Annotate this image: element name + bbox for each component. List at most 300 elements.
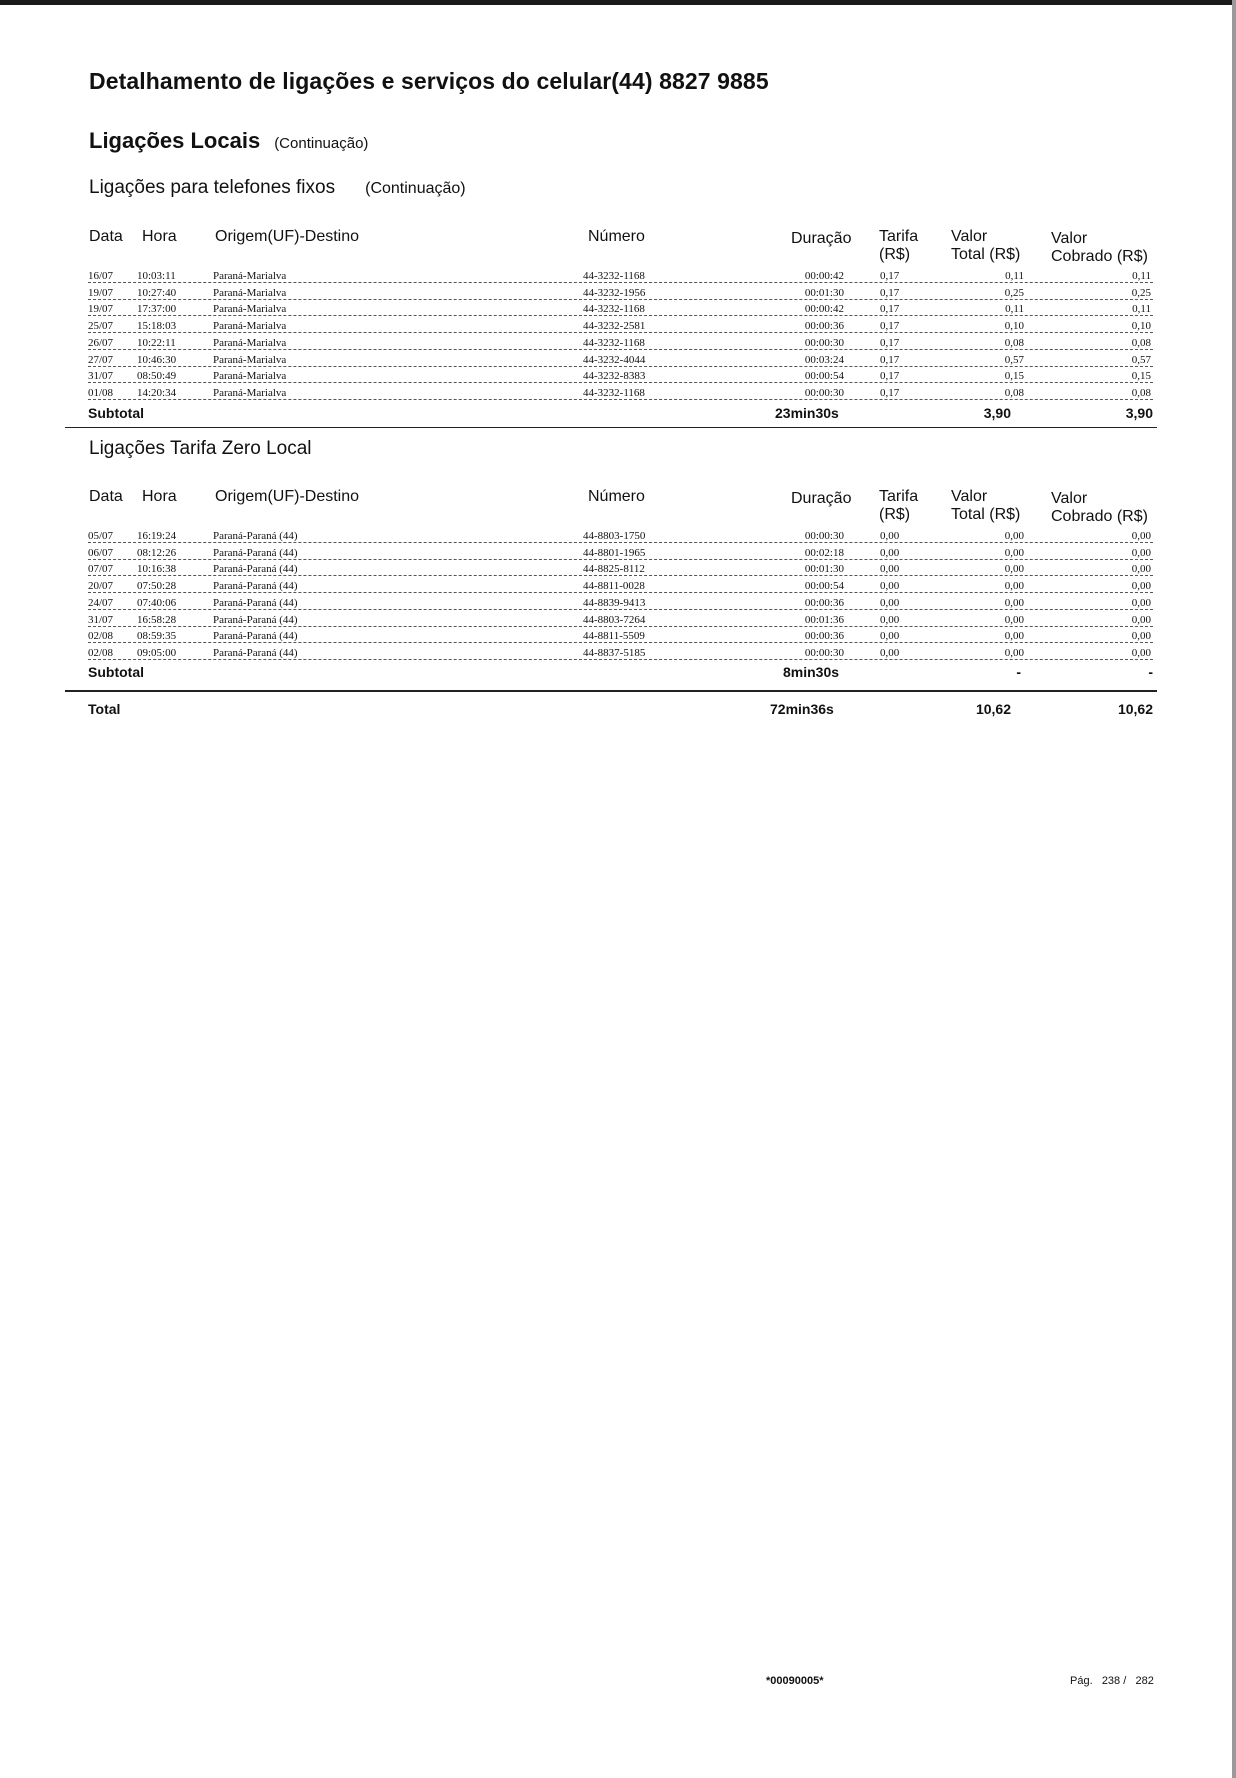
col-header-numero: Número [588,488,645,505]
cell-duracao [790,337,846,349]
cell-text: 0,11 [1005,270,1024,282]
cell-cobrado [1120,597,1153,609]
cell-text: 44-3232-1956 [583,286,646,299]
cell-total [990,320,1026,332]
cell-hora [137,370,193,382]
cell-text: 0,11 [1005,303,1024,316]
cell-text: 0,00 [1131,646,1151,659]
cell-text: 0,00 [880,646,900,659]
cell-text: 00:00:30 [804,336,844,349]
col-header-valor-total: Valor [951,488,988,505]
cell-total [990,337,1026,349]
cell-text: 44-8801-1965 [583,546,646,559]
cell-tarifa [880,303,910,315]
cell-text: 0,00 [1131,563,1151,576]
subtotal-fixos [0,405,1236,423]
cell-numero [583,320,673,332]
cell-text: 16:58:28 [137,613,177,626]
cell-text: 0,11 [1132,303,1151,316]
cell-text: 0,00 [880,530,900,542]
cell-tarifa [880,547,910,559]
dot-leader [88,592,1153,593]
cell-tarifa [880,630,910,642]
cell-tarifa [880,270,910,282]
cell-tarifa [880,614,910,626]
cell-numero [583,287,673,299]
cell-data [88,647,122,659]
cell-total [990,530,1026,542]
cell-total [990,563,1026,575]
cell-text: 19/07 [88,303,114,316]
cell-text: Paraná-Marialva [213,303,287,316]
cell-text: 0,00 [1131,530,1151,542]
cell-duracao [790,563,846,575]
cell-text: 0,00 [1004,530,1024,542]
cell-cobrado [1120,370,1153,382]
cell-numero [583,354,673,366]
col-header-valor-cobrado: Valor [1051,230,1088,247]
subtotal-zero-duracao: 8min30s [783,664,840,680]
cell-text: 44-3232-1168 [583,270,645,282]
col-header-duracao: Duração [791,490,852,507]
cell-origem [213,597,333,609]
cell-numero [583,337,673,349]
cell-numero [583,614,673,626]
col-header-duracao: Duração [791,230,852,247]
cell-text: 0,00 [1004,563,1024,576]
cell-data [88,303,122,315]
cell-text: 19/07 [88,286,114,299]
cell-cobrado [1120,563,1153,575]
section-title-text: Ligações Locais [89,128,261,153]
table-row [0,303,1236,319]
table-fixos-continuation: (Continuação) [365,180,466,197]
cell-cobrado [1120,387,1153,399]
col-header-numero: Número [588,228,645,245]
cell-text: 00:02:18 [804,546,844,559]
cell-cobrado [1120,614,1153,626]
col-header-origem: Origem(UF)-Destino [215,488,360,505]
cell-data [88,370,122,382]
cell-text: 07:50:28 [137,580,177,593]
cell-hora [137,320,193,332]
cell-hora [137,597,193,609]
cell-data [88,597,122,609]
total-label: Total [88,701,121,717]
table-row [0,354,1236,370]
cell-tarifa [880,354,910,366]
cell-origem [213,387,333,399]
cell-origem [213,530,333,542]
cell-text: 44-3232-1168 [583,336,645,349]
cell-total [990,370,1026,382]
cell-data [88,354,122,366]
cell-cobrado [1120,530,1153,542]
cell-origem [213,303,333,315]
cell-origem [213,614,333,626]
cell-origem [213,354,333,366]
cell-text: 44-3232-1168 [583,386,645,399]
cell-cobrado [1120,320,1153,332]
col-header-valor-cobrado: Valor [1051,490,1088,507]
cell-origem [213,580,333,592]
cell-text: 10:46:30 [137,353,177,366]
cell-numero [583,303,673,315]
cell-numero [583,547,673,559]
cell-text: Paraná-Paraná (44) [213,580,298,593]
cell-tarifa [880,337,910,349]
cell-total [990,547,1026,559]
cell-cobrado [1120,303,1153,315]
cell-tarifa [880,563,910,575]
cell-data [88,580,122,592]
cell-total [990,354,1026,366]
dot-leader [88,332,1153,333]
cell-hora [137,387,193,399]
cell-text: Paraná-Paraná (44) [213,563,298,576]
cell-text: 0,17 [880,370,900,383]
page-current: 238 [1101,1675,1121,1687]
cell-data [88,387,122,399]
cell-text: 14:20:34 [137,386,177,399]
cell-cobrado [1120,580,1153,592]
cell-text: 0,00 [1004,646,1024,659]
cell-numero [583,530,673,542]
cell-data [88,547,122,559]
cell-cobrado [1120,630,1153,642]
cell-duracao [790,354,846,366]
total-row [0,701,1236,719]
cell-text: 10:27:40 [137,286,177,299]
cell-tarifa [880,530,910,542]
cell-cobrado [1120,337,1153,349]
cell-duracao [790,647,846,659]
cell-total [990,597,1026,609]
cell-text: 0,17 [880,286,900,299]
total-cobrado: 10,62 [1117,701,1153,717]
cell-text: 0,00 [1131,630,1151,643]
cell-text: 10:16:38 [137,563,177,576]
cell-text: 0,00 [1004,546,1024,559]
cell-origem [213,630,333,642]
cell-total [990,287,1026,299]
cell-duracao [790,370,846,382]
subtotal-fixos-total: 3,90 [983,405,1011,421]
cell-tarifa [880,320,910,332]
cell-origem [213,337,333,349]
dot-leader [88,282,1153,283]
cell-text: Paraná-Marialva [213,270,287,282]
cell-hora [137,563,193,575]
cell-duracao [790,530,846,542]
cell-text: 0,17 [880,386,900,399]
cell-text: 0,15 [1004,370,1024,383]
cell-text: 08:50:49 [137,370,177,383]
cell-origem [213,320,333,332]
cell-origem [213,647,333,659]
col-header-tarifa: Tarifa [879,228,919,245]
cell-tarifa [880,287,910,299]
table-row [0,563,1236,579]
table-row [0,580,1236,596]
cell-text: 00:01:30 [804,563,844,576]
cell-text: 0,10 [1004,320,1024,333]
page-title: Detalhamento de ligações e serviços do celular(44) 8827 9885 [89,68,769,94]
cell-total [990,647,1026,659]
cell-hora [137,303,193,315]
cell-hora [137,270,193,282]
total-duracao: 72min36s [770,701,834,717]
table-row [0,320,1236,336]
cell-text: 0,00 [1004,596,1024,609]
cell-text: 0,08 [1131,336,1151,349]
cell-text: 44-3232-8383 [583,370,646,383]
cell-tarifa [880,647,910,659]
cell-text: Paraná-Paraná (44) [213,530,298,542]
dot-leader [88,542,1153,543]
cell-hora [137,547,193,559]
table-row [0,647,1236,663]
cell-data [88,563,122,575]
cell-text: 0,11 [1132,270,1151,282]
section-continuation: (Continuação) [274,135,369,152]
cell-text: 09:05:00 [137,646,177,659]
cell-text: Paraná-Paraná (44) [213,546,298,559]
cell-total [990,387,1026,399]
col-header-data: Data [89,228,123,245]
cell-text: Paraná-Paraná (44) [213,613,298,626]
cell-cobrado [1120,354,1153,366]
subtotal-fixos-duracao: 23min30s [775,405,839,421]
cell-text: 0,00 [880,563,900,576]
cell-cobrado [1120,270,1153,282]
section-title [89,128,368,154]
cell-text: 0,25 [1004,286,1024,299]
cell-numero [583,630,673,642]
cell-duracao [790,547,846,559]
cell-text: 0,00 [1131,546,1151,559]
cell-duracao [790,270,846,282]
cell-text: Paraná-Paraná (44) [213,630,298,643]
subtotal-zero [0,664,1236,682]
cell-total [990,614,1026,626]
col-header-tarifa: Tarifa [879,488,919,505]
cell-text: 0,10 [1131,320,1151,333]
cell-hora [137,614,193,626]
cell-text: 44-8811-0028 [583,580,645,593]
table-fixos-title [89,177,466,199]
cell-text: 05/07 [88,530,114,542]
dot-leader [88,399,1153,400]
cell-text: 00:00:30 [804,386,844,399]
cell-text: 44-3232-1168 [583,303,645,316]
cell-data [88,320,122,332]
cell-text: Paraná-Marialva [213,370,287,383]
dot-leader [88,382,1153,383]
cell-numero [583,387,673,399]
table-row [0,547,1236,563]
cell-hora [137,354,193,366]
cell-text: 10:03:11 [137,270,176,282]
col-header-valor-total: Valor [951,228,988,245]
cell-numero [583,597,673,609]
table-row [0,387,1236,403]
cell-text: 44-3232-2581 [583,320,646,333]
cell-origem [213,547,333,559]
col-header-tarifa-unit: (R$) [879,246,911,263]
cell-duracao [790,614,846,626]
cell-text: 0,00 [1131,580,1151,593]
table-row [0,597,1236,613]
cell-text: 00:00:36 [804,320,844,333]
col-header-tarifa-unit: (R$) [879,506,911,523]
page-total: 282 [1135,1675,1154,1687]
cell-text: 02/08 [88,646,114,659]
dot-leader [88,315,1153,316]
page-separator: / [1123,1675,1127,1687]
cell-text: Paraná-Marialva [213,320,287,333]
cell-text: 01/08 [88,386,114,399]
cell-text: 0,00 [880,596,900,609]
cell-text: 15:18:03 [137,320,177,333]
cell-numero [583,370,673,382]
dot-leader [88,575,1153,576]
dot-leader [88,642,1153,643]
cell-text: 08:59:35 [137,630,177,643]
cell-text: 00:03:24 [804,353,844,366]
cell-text: 0,57 [1004,353,1024,366]
cell-tarifa [880,597,910,609]
cell-origem [213,370,333,382]
cell-duracao [790,597,846,609]
cell-text: 44-8839-9413 [583,596,646,609]
cell-duracao [790,580,846,592]
cell-text: 00:00:36 [804,596,844,609]
cell-numero [583,580,673,592]
table-row [0,270,1236,286]
cell-text: Paraná-Marialva [213,353,287,366]
cell-origem [213,270,333,282]
cell-text: 0,00 [1131,613,1151,626]
cell-text: 0,00 [1004,630,1024,643]
cell-text: Paraná-Paraná (44) [213,596,298,609]
cell-tarifa [880,580,910,592]
table-row [0,370,1236,386]
cell-text: 16/07 [88,270,114,282]
page-number [1070,1675,1154,1687]
total-valor: 10,62 [975,701,1011,717]
cell-text: 0,25 [1131,286,1151,299]
cell-text: 0,15 [1131,370,1151,383]
subtotal-fixos-cobrado: 3,90 [1125,405,1153,421]
table-row [0,630,1236,646]
cell-text: 44-8825-8112 [583,563,645,576]
cell-text: 0,08 [1131,386,1151,399]
col-header-origem: Origem(UF)-Destino [215,228,360,245]
cell-data [88,530,122,542]
cell-text: 06/07 [88,546,114,559]
cell-text: 44-8803-1750 [583,530,646,542]
subtotal-fixos-label: Subtotal [88,405,144,421]
cell-duracao [790,387,846,399]
cell-text: 00:01:36 [804,613,844,626]
cell-text: 00:01:30 [804,286,844,299]
cell-duracao [790,303,846,315]
cell-text: 0,17 [880,320,900,333]
cell-hora [137,647,193,659]
cell-total [990,303,1026,315]
total-rule [65,690,1157,692]
cell-origem [213,287,333,299]
cell-text: 0,17 [880,270,900,282]
cell-text: 0,08 [1004,336,1024,349]
col-header-valor-cobrado-unit: Cobrado (R$) [1051,248,1148,265]
col-header-valor-cobrado-unit: Cobrado (R$) [1051,508,1148,525]
cell-text: 00:00:42 [804,270,844,282]
cell-total [990,580,1026,592]
cell-text: Paraná-Marialva [213,386,287,399]
cell-text: 44-3232-4044 [583,353,646,366]
cell-text: 26/07 [88,336,114,349]
cell-text: 00:00:30 [804,530,844,542]
cell-data [88,614,122,626]
cell-text: 0,17 [880,336,900,349]
cell-data [88,630,122,642]
cell-duracao [790,287,846,299]
cell-duracao [790,320,846,332]
cell-text: 0,00 [1004,613,1024,626]
cell-text: 44-8837-5185 [583,646,646,659]
cell-text: 02/08 [88,630,114,643]
cell-total [990,630,1026,642]
col-header-data: Data [89,488,123,505]
col-header-valor-total-unit: Total (R$) [951,506,1021,523]
cell-text: 0,00 [880,546,900,559]
cell-text: 27/07 [88,353,114,366]
cell-text: 0,00 [880,630,900,643]
table-row [0,614,1236,630]
cell-text: 00:00:36 [804,630,844,643]
table-row [0,530,1236,546]
cell-tarifa [880,370,910,382]
cell-text: 0,00 [1004,580,1024,593]
cell-text: Paraná-Marialva [213,336,287,349]
cell-text: Paraná-Paraná (44) [213,646,298,659]
page-label: Pág. [1070,1675,1093,1687]
cell-text: 00:00:30 [804,646,844,659]
cell-cobrado [1120,547,1153,559]
col-header-hora: Hora [142,228,177,245]
cell-text: 44-8803-7264 [583,613,646,626]
cell-duracao [790,630,846,642]
cell-text: 0,17 [880,353,900,366]
cell-text: 44-8811-5509 [583,630,645,643]
dot-leader [88,659,1153,660]
cell-text: 24/07 [88,596,114,609]
cell-text: 08:12:26 [137,546,177,559]
cell-text: 20/07 [88,580,114,593]
col-header-valor-total-unit: Total (R$) [951,246,1021,263]
cell-text: 07:40:06 [137,596,177,609]
cell-text: Paraná-Marialva [213,286,287,299]
document-code: *00090005* [766,1675,824,1687]
cell-text: 00:00:54 [804,580,844,593]
cell-hora [137,530,193,542]
cell-numero [583,647,673,659]
cell-text: 0,57 [1131,353,1151,366]
subtotal-fixos-rule [65,427,1157,428]
cell-hora [137,287,193,299]
